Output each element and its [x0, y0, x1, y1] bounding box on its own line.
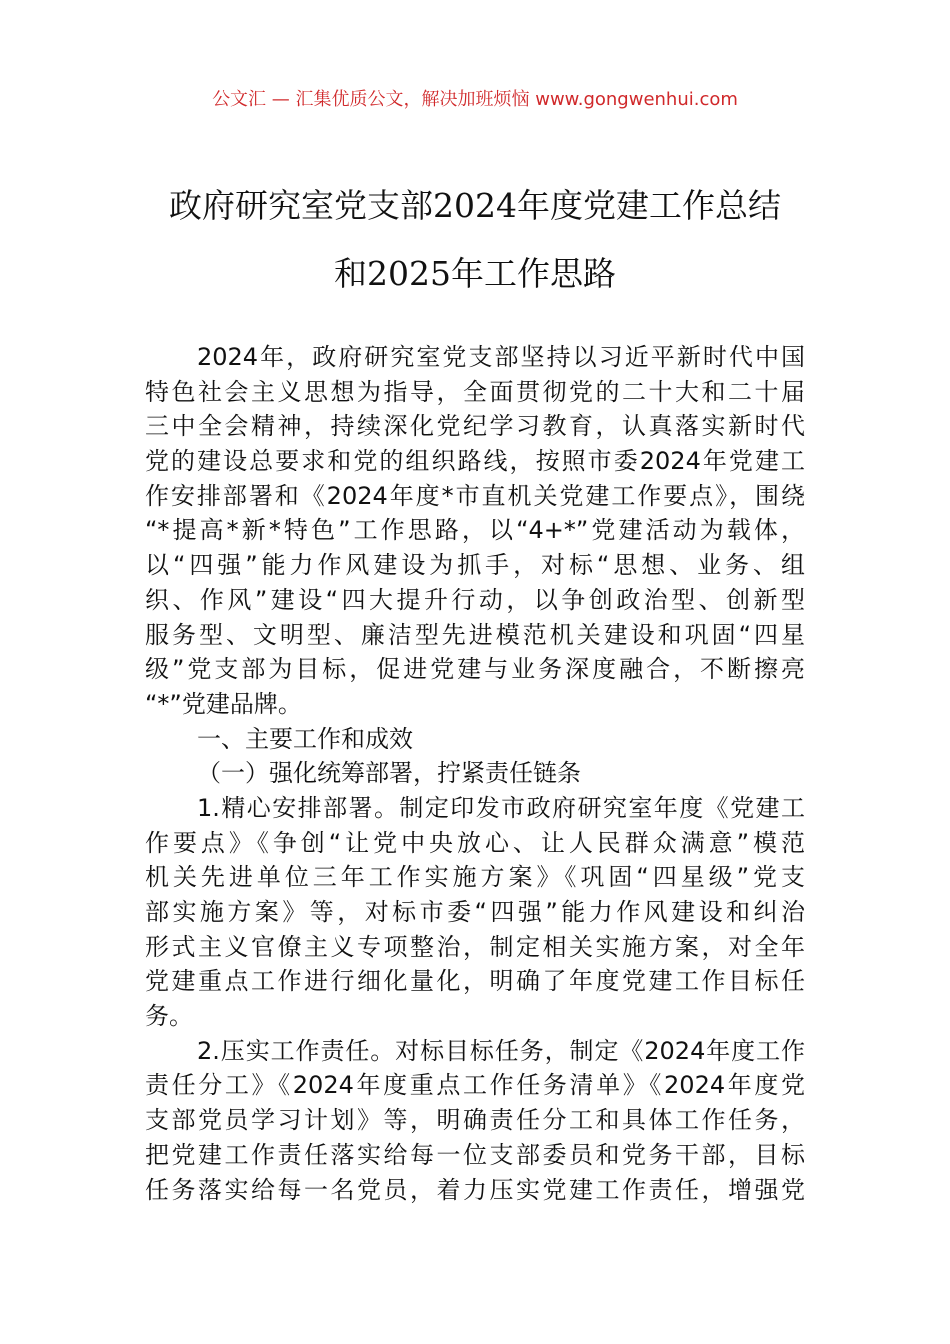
paragraph-line: 形式主义官僚主义专项整治，制定相关实施方案，对全年: [145, 932, 805, 961]
paragraph-line: 三中全会精神，持续深化党纪学习教育，认真落实新时代: [145, 412, 805, 441]
document-title-line-2: 和2025年工作思路: [334, 254, 616, 293]
paragraph: [145, 340, 805, 722]
paragraph-line: 责任分工》《2024年度重点工作任务清单》《2024年度党: [145, 1071, 805, 1100]
paragraph-line: 作要点》《争创“让党中央放心、让人民群众满意”模范: [145, 828, 805, 857]
paragraph-line: 服务型、文明型、廉洁型先进模范机关建设和巩固“四星: [145, 620, 805, 649]
paragraph-line: 部实施方案》等，对标市委“四强”能力作风建设和纠治: [145, 898, 805, 926]
paragraph-line: 以“四强”能力作风建设为抓手，对标“思想、业务、组: [145, 551, 805, 580]
paragraph-line: 党建重点工作进行细化量化，明确了年度党建工作目标任: [145, 967, 805, 996]
paragraph-line: 务。: [145, 1002, 193, 1031]
paragraph-line: 把党建工作责任落实给每一位支部委员和党务干部，目标: [145, 1140, 805, 1169]
paragraph-line: 2024年，政府研究室党支部坚持以习近平新时代中国: [197, 343, 805, 371]
paragraph-line: 支部党员学习计划》等，明确责任分工和具体工作任务，: [145, 1106, 805, 1135]
document-body: [145, 340, 805, 1207]
document-title-line-1: 政府研究室党支部2024年度党建工作总结: [169, 186, 781, 225]
paragraph-line: 任务落实给每一名党员，着力压实党建工作责任，增强党: [145, 1175, 805, 1204]
paragraph-line: 一、主要工作和成效: [197, 724, 413, 753]
paragraph-line: 特色社会主义思想为指导，全面贯彻党的二十大和二十届: [145, 377, 805, 406]
paragraph: [145, 791, 805, 1034]
paragraph-line: 党的建设总要求和党的组织路线，按照市委2024年党建工: [145, 447, 805, 476]
paragraph-line: “*”党建品牌。: [145, 689, 302, 718]
paragraph-line: 机关先进单位三年工作实施方案》《巩固“四星级”党支: [145, 863, 805, 892]
paragraph-line: 1.精心安排部署。制定印发市政府研究室年度《党建工: [197, 793, 805, 822]
paragraph: [145, 1034, 805, 1207]
paragraph-line: 作安排部署和《2024年度*市直机关党建工作要点》，围绕: [145, 481, 805, 510]
paragraph-line: （一）强化统筹部署，拧紧责任链条: [197, 759, 581, 788]
paragraph-line: 2.压实工作责任。对标目标任务，制定《2024年度工作: [197, 1036, 805, 1065]
watermark-banner: 公文汇 — 汇集优质公文，解决加班烦恼 www.gongwenhui.com: [212, 89, 738, 110]
paragraph: [145, 756, 805, 791]
paragraph-line: 织、作风”建设“四大提升行动，以争创政治型、创新型: [145, 585, 805, 614]
paragraph: [145, 722, 805, 757]
paragraph-line: “*提高*新*特色”工作思路，以“4+*”党建活动为载体，: [145, 516, 805, 545]
paragraph-line: 级”党支部为目标，促进党建与业务深度融合，不断擦亮: [145, 655, 805, 684]
